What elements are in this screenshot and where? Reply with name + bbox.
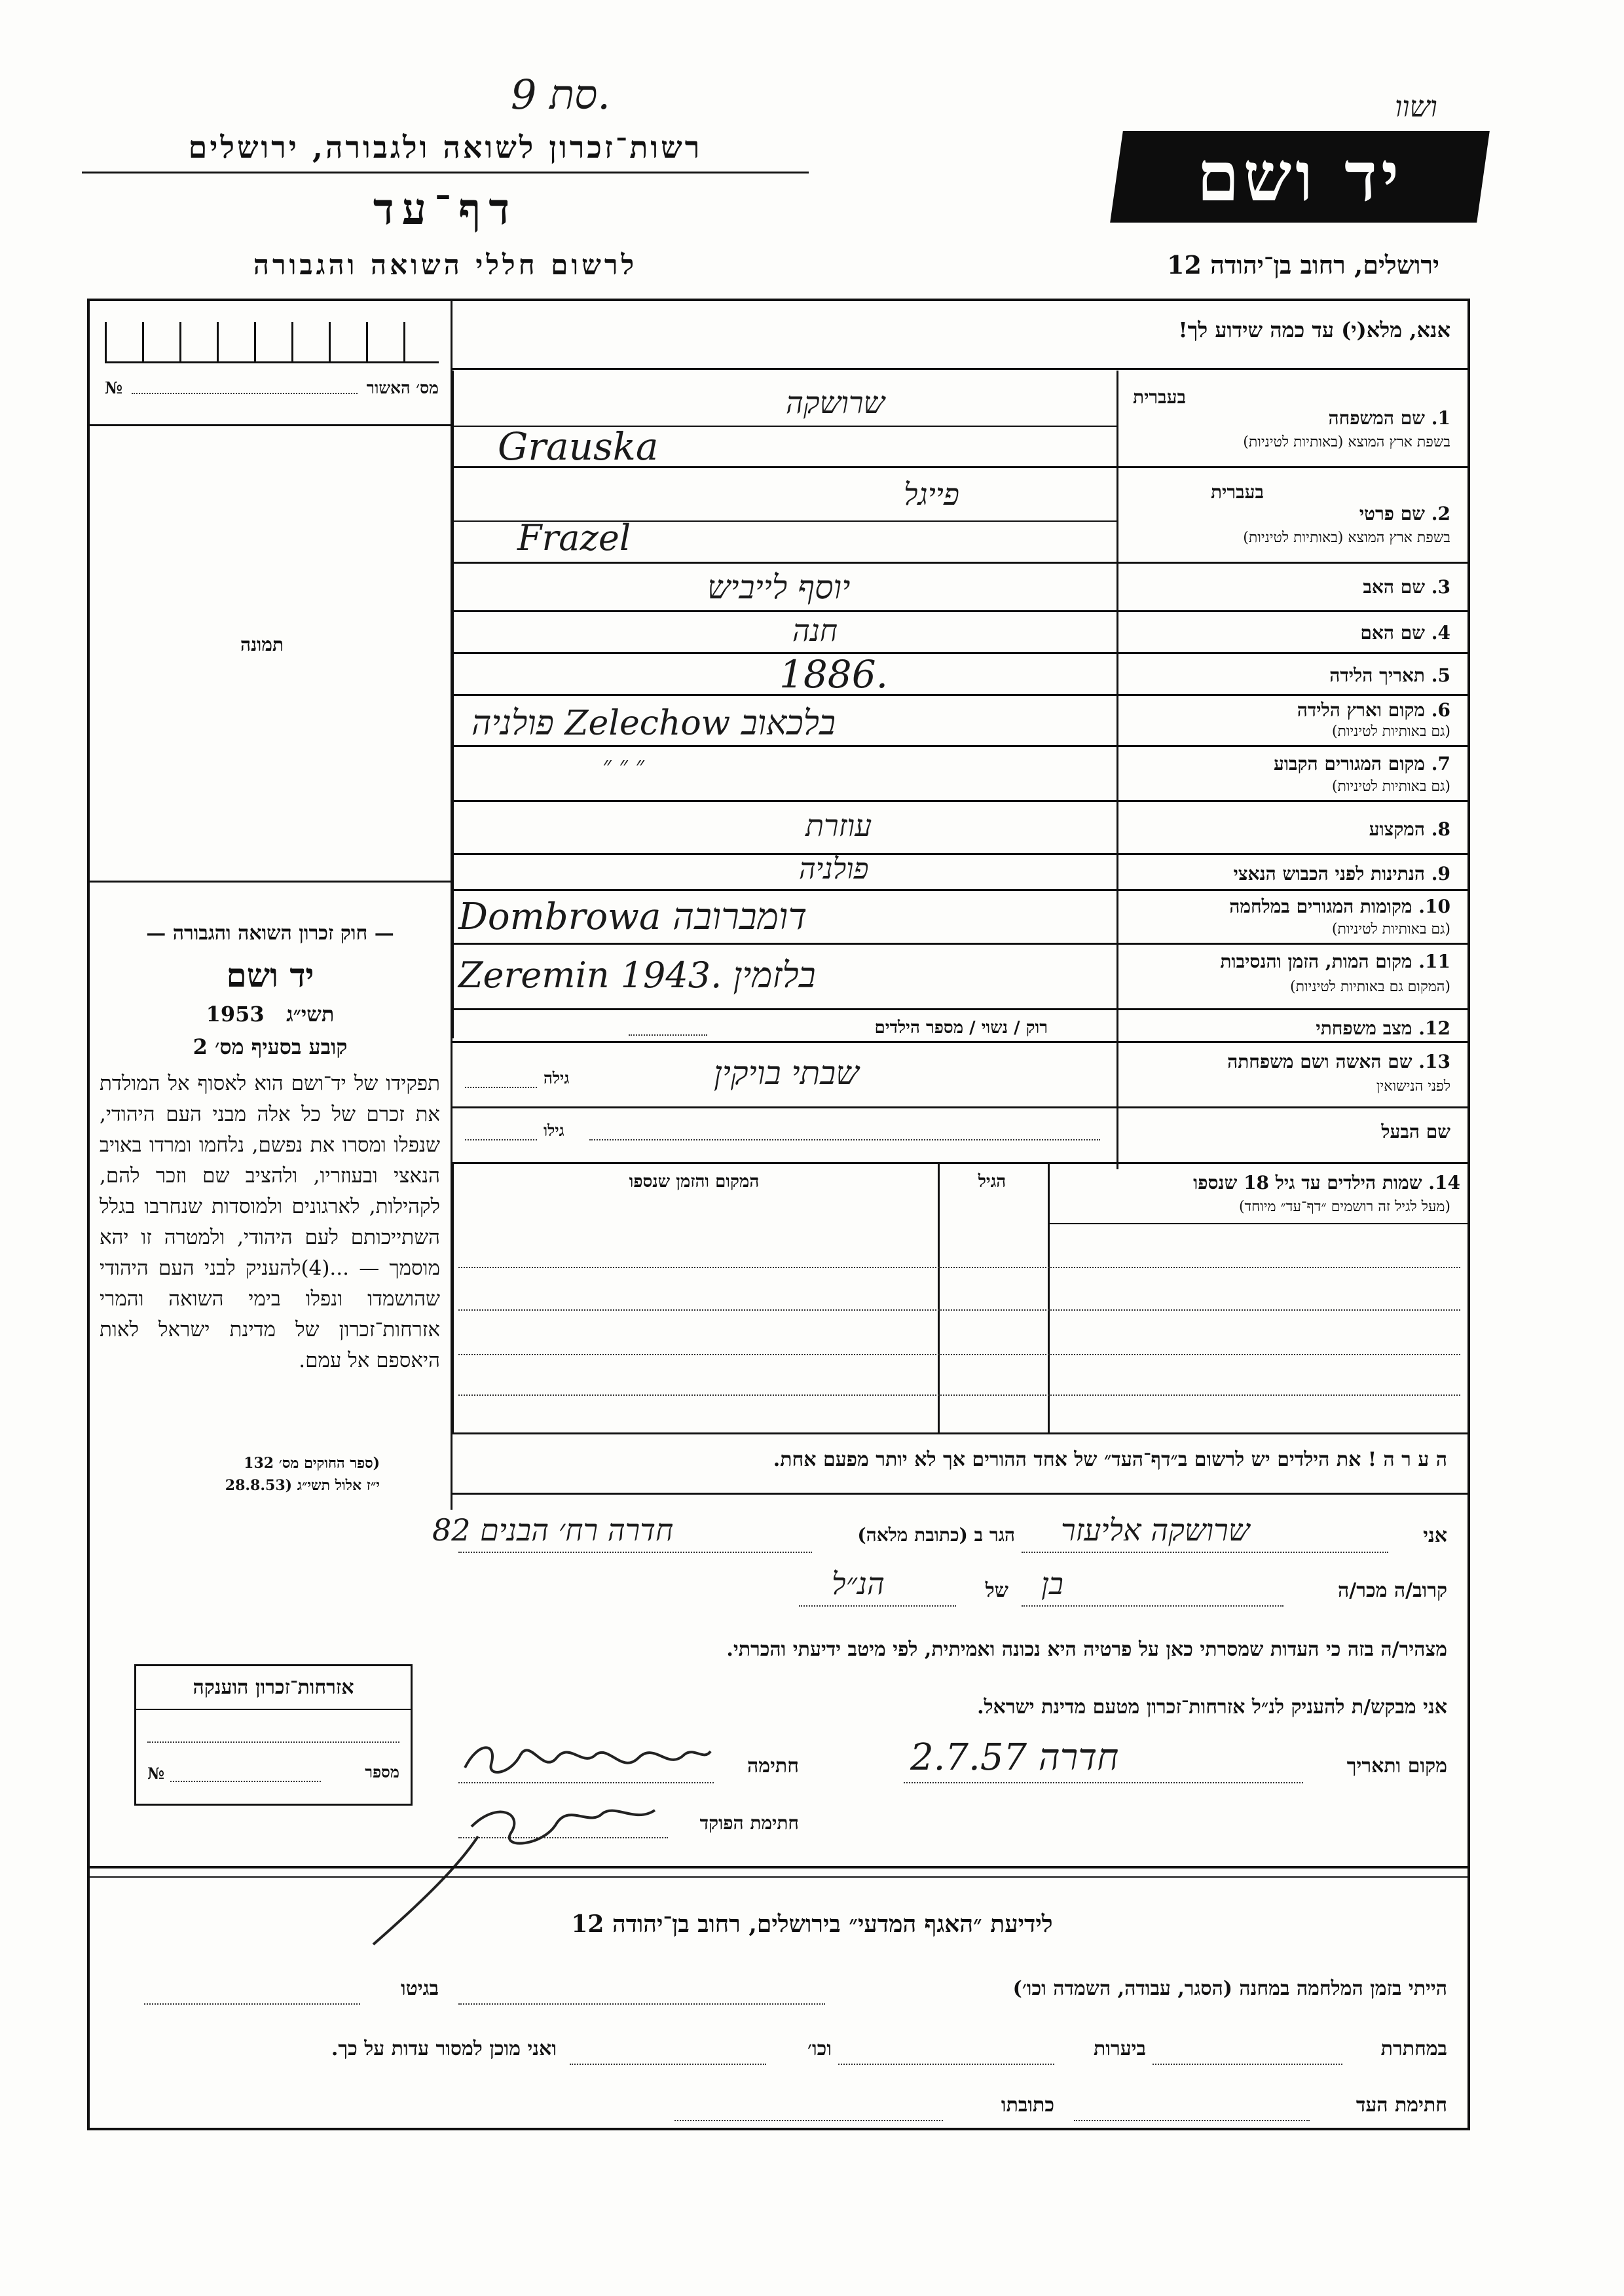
children-table-left-edge (452, 1164, 454, 1434)
place-date-value[interactable]: חדרה 2.7.57 (910, 1736, 1119, 1779)
camp-line-label: הייתי בזמן המלחמה במחנה (הסגר, עבודה, השמדה וכו׳) (1012, 1977, 1447, 2000)
field-13-sub: לפני הנישואין (1376, 1078, 1450, 1095)
row-line-13 (452, 1106, 1470, 1108)
law-title: — חוק זכרון השואה והגבורה — (146, 922, 394, 945)
row-line-7 (452, 800, 1470, 802)
children-count-line[interactable] (629, 1034, 707, 1036)
children-col-divider-2 (1048, 1164, 1050, 1434)
husband-name-line[interactable] (589, 1139, 1100, 1140)
wartime-residence-value[interactable]: Dombrowa דומברובה (458, 896, 807, 938)
row-line-11 (452, 1008, 1470, 1010)
mother-name-value[interactable]: חנה (792, 613, 838, 648)
row-line-14 (452, 1162, 1470, 1164)
etc-label: וכו׳ (807, 2037, 832, 2060)
row-line-6 (452, 745, 1470, 747)
relation-value[interactable]: בן (1041, 1566, 1063, 1601)
death-place-value[interactable]: Zeremin 1943. בלזמין (458, 955, 816, 996)
field-5-label: 5. תאריך הלידה (1329, 665, 1450, 686)
citizenship-number-label: מספר (365, 1762, 399, 1781)
citizenship-request: אני מבקש/ת להעניק לנ״ל אזרחות־זכרון מטעם מדינת ישראל. (977, 1696, 1447, 1719)
authority-underline (82, 172, 809, 173)
relation-of-value[interactable]: הנ״ל (832, 1566, 885, 1601)
children-age-header: הגיל (978, 1172, 1006, 1192)
birth-place-value[interactable]: פולניה Zelechow בלכאוב (471, 704, 836, 743)
field-13-label: 13. שם האשה ושם משפחתה (1227, 1051, 1450, 1072)
approval-number-row (105, 378, 439, 398)
row-line-8 (452, 853, 1470, 855)
husband-label: שם הבעל (1381, 1121, 1450, 1142)
scientific-dept-title: לידיעת ״האגף המדעי״ בירושלים, רחוב בן־יהודה 12 (571, 1910, 1053, 1938)
approval-number-line[interactable] (132, 393, 357, 394)
photo-box-top (90, 424, 452, 426)
handwritten-corner-note: ושוו (1395, 90, 1437, 124)
row-line-10 (452, 943, 1470, 945)
row-line-5 (452, 694, 1470, 696)
row-line-3 (452, 610, 1470, 612)
children-table-bottom (452, 1432, 1470, 1434)
approval-no-sign: № (105, 378, 123, 397)
children-place-header: המקום והזמן שנספו (629, 1172, 760, 1192)
declarant-address[interactable]: חדרה רח׳ הבנים 82 (432, 1512, 674, 1548)
label-column-divider (1116, 371, 1118, 1169)
residence-value[interactable]: ״ ״ ״ (602, 752, 644, 779)
law-section: קובע בסעיף מס׳ 2 (193, 1034, 348, 1059)
first-name-latin-value[interactable]: Frazel (517, 517, 631, 558)
children-subtitle: (מעל לגיל זה רושמים ״דף־עד״ מיוחד) (1238, 1199, 1450, 1215)
father-name-value[interactable]: יוסף לייביש (707, 568, 851, 606)
note-bottom-line (452, 1493, 1470, 1495)
witness-address-line[interactable] (674, 2120, 943, 2121)
children-col-divider-1 (938, 1164, 940, 1434)
children-title: 14. שמות הילדים עד גיל 18 שנספו (1193, 1172, 1460, 1194)
children-row-4[interactable] (458, 1394, 1460, 1396)
witness-address-label: כתובתו (1001, 2094, 1054, 2117)
field-1-lang: בעברית (1133, 386, 1187, 408)
field-2-sub: בשפת ארץ המוצא (באותיות לטיניות) (1243, 530, 1450, 546)
address-label: הגר ב (כתובת מלאה) (857, 1524, 1015, 1546)
bottom-separator-1 (90, 1866, 1470, 1868)
citizenship-number-line[interactable] (170, 1781, 321, 1782)
row-line-4 (452, 652, 1470, 654)
forests-line[interactable] (838, 2064, 1054, 2065)
field-10-sub: (גם באותיות לטיניות) (1331, 921, 1450, 938)
field-1-sub: בשפת ארץ המוצא (באותיות לטיניות) (1243, 434, 1450, 450)
children-row-3[interactable] (458, 1354, 1460, 1355)
field-2-label: 2. שם פרטי (1359, 503, 1450, 524)
relation-of-line (799, 1605, 956, 1607)
first-name-hebrew-value[interactable]: פייגל (904, 477, 959, 512)
occupation-value[interactable]: עוזרת (805, 808, 872, 843)
field-3-label: 3. שם האב (1363, 576, 1450, 598)
witness-signature-label: חתימת העד (1356, 2094, 1447, 2117)
ghetto-label: בגיטו (400, 1977, 439, 2000)
bottom-separator-2 (90, 1876, 1470, 1878)
handwritten-reference: סת 9. (511, 71, 610, 118)
law-name: יד ושם (226, 956, 314, 994)
children-row-2[interactable] (458, 1309, 1460, 1311)
field-10-label: 10. מקומות המגורים במלחמה (1229, 896, 1450, 917)
declarant-name[interactable]: שרושקה אליעזר (1061, 1512, 1250, 1548)
citizenship-box-title: אזרחות־זכרון הוענקה (193, 1676, 354, 1699)
wife-age-line[interactable] (465, 1087, 537, 1088)
field-6-sub: (גם באותיות לטיניות) (1331, 723, 1450, 740)
declarant-name-line (1022, 1552, 1388, 1553)
field-4-label: 4. שם האם (1360, 622, 1450, 644)
place-date-line (904, 1782, 1303, 1783)
photo-box-bottom (90, 881, 452, 883)
birth-date-value[interactable]: 1886. (779, 652, 889, 697)
children-note: ה ע ר ה ! את הילדים יש לרשום ב״דף־העד״ של אחד ההורים אך לא יותר מפעם אחת. (773, 1448, 1447, 1471)
address-line: ירושלים, רחוב בן־יהודה 12 (1167, 250, 1439, 280)
field-9-label: 9. הנתינות לפני הכבוש הנאצי (1233, 863, 1450, 884)
field-12-label: 12. מצב משפחתי (1316, 1017, 1450, 1039)
law-reference-2: י״ז אלול תשי״ג (28.8.53 (225, 1477, 380, 1494)
husband-age-label: גילו (544, 1121, 564, 1140)
etc-line[interactable] (570, 2064, 766, 2065)
ghetto-line[interactable] (144, 2003, 360, 2005)
top-left-ticks (105, 322, 439, 363)
instruction-text: אנא, מלא(י) עד כמה שידוע לך! (1178, 318, 1450, 342)
form-title: דף־עד (373, 183, 518, 234)
children-row-1[interactable] (458, 1267, 1460, 1268)
top-row-divider (452, 368, 1470, 370)
row-line-9 (452, 889, 1470, 891)
nationality-value[interactable]: פולניה (799, 852, 869, 886)
logo-text: יד ושם (1196, 136, 1403, 217)
field-2-lang: בעברית (1210, 481, 1264, 503)
approval-label: מס׳ האשור (366, 378, 439, 397)
declarant-address-line (458, 1552, 812, 1553)
citizenship-no-sign: № (147, 1764, 165, 1783)
field-7-label: 7. מקום המגורים הקבוע (1274, 753, 1450, 774)
law-body-text: תפקידו של יד־ושם הוא לאסוף אל המולדת את זכרם של כל אלה מבני העם היהודי, שנפלו ומסרו את נפשם, נלחמו ומרדו באויב הנאצי ובעוזריו, ולהציב שם וזכר להם, לקהילות, לארגונים ולמוסדות שנחרבו בגלל השתייכותם לעם היהודי, ולמטרה זו יהא מוסמך — ...(4)להעניק לבני העם היהודי שהושמדו ונפלו בימי השואה והמרי אזרחות־זכרון של מדינת ישראל לאות היאספם אל עמם. (100, 1072, 440, 1372)
citizenship-box-title-line (134, 1709, 413, 1710)
husband-age-line[interactable] (465, 1139, 537, 1140)
field-6-label: 6. מקום וארץ הלידה (1297, 699, 1450, 721)
field-11-label: 11. מקום המות, הזמן והנסיבות (1220, 951, 1450, 972)
marital-status-options[interactable]: רוק / נשוי / מספר הילדים (874, 1018, 1048, 1038)
wife-age-label: גילה (544, 1068, 570, 1087)
relation-line (1022, 1605, 1283, 1607)
signature-label: חתימה (747, 1755, 799, 1777)
place-date-label: מקום ותאריך (1346, 1755, 1447, 1777)
law-reference-1: (ספר החוקים מס׳ 132 (244, 1455, 380, 1472)
ready-to-testify: ואני מוכן למסור עדות על כך. (331, 2037, 557, 2060)
form-subtitle: לרשום חללי השואה והגבורה (253, 249, 638, 281)
forests-label: ביערות (1093, 2037, 1146, 2060)
declaration-prefix: אני (1423, 1524, 1447, 1547)
field-7-sub: (גם באותיות לטיניות) (1331, 778, 1450, 795)
row-line-2 (452, 562, 1470, 564)
field-11-sub: (המקום גם באותיות לטיניות) (1290, 979, 1450, 995)
value-column-left-edge (452, 371, 454, 1038)
photo-label: תמונה (240, 634, 284, 655)
witness-signature-line[interactable] (1074, 2120, 1310, 2121)
relation-of-label: של (985, 1579, 1008, 1602)
camp-line[interactable] (458, 2003, 825, 2005)
row-line-12 (452, 1041, 1470, 1043)
law-year-hebrew: תשי״ג (286, 1002, 335, 1027)
underground-line[interactable] (1153, 2064, 1342, 2065)
declarant-signature (458, 1728, 714, 1787)
underground-label: במחתרת (1380, 2037, 1447, 2060)
surname-latin-value[interactable]: Grauska (498, 424, 659, 469)
relation-label: קרוב/ה מכר/ה (1338, 1579, 1447, 1602)
authority-name: רשות־זכרון לשואה ולגבורה, ירושלים (188, 130, 703, 165)
law-year-row (95, 1002, 445, 1027)
children-header-line (1048, 1223, 1470, 1224)
spouse-name-value[interactable]: שבתי בויקין (714, 1054, 859, 1092)
field-8-label: 8. המקצוע (1369, 818, 1450, 840)
declaration-statement: מצהיר/ה בזה כי העדות שמסרתי כאן על פרטיה היא נכונה ואמיתית, לפי מיטב ידיעתי והכרתי. (726, 1638, 1447, 1661)
law-year: 1953 (206, 1002, 265, 1027)
officer-signature-label: חתימת הפוקד (699, 1812, 799, 1834)
citizenship-box-line-1[interactable] (147, 1741, 399, 1743)
surname-hebrew-value[interactable]: שרושקה (786, 385, 885, 420)
field-1-label: 1. שם המשפחה (1328, 407, 1450, 429)
